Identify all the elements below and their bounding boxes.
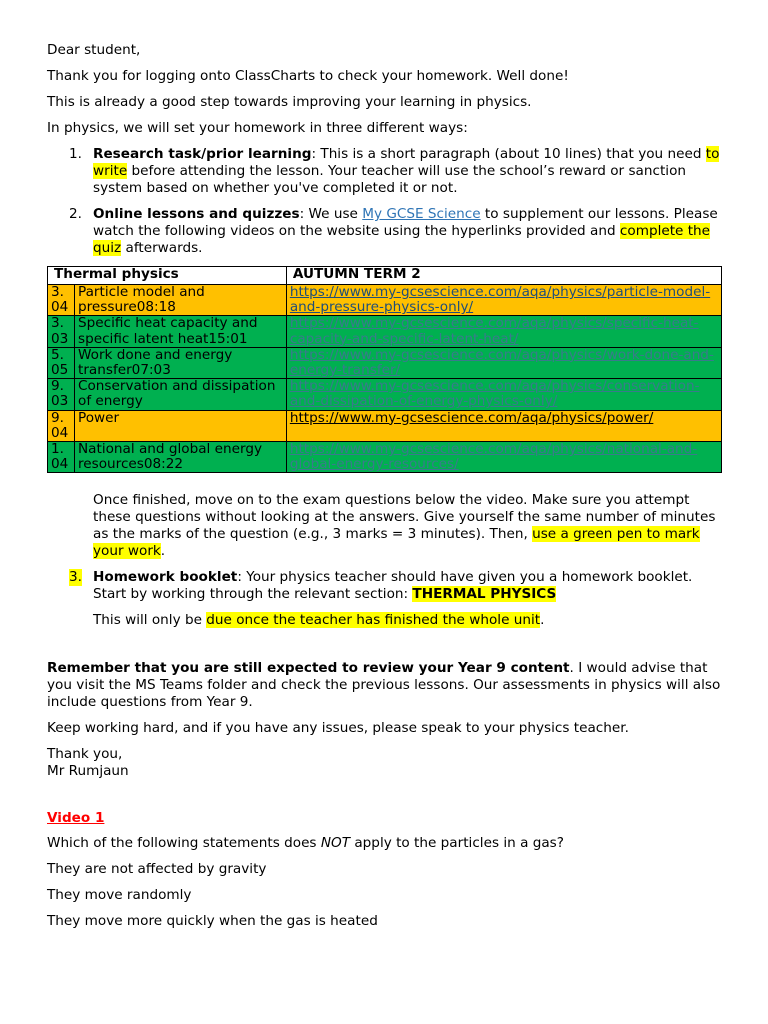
question-text-end: apply to the particles in a gas? <box>350 835 564 852</box>
homework-methods-list-continued <box>47 569 723 603</box>
online-lessons-text-mid: to supplement our lessons. Please watch the following videos on the website using the hyperlinks provided and <box>93 206 718 239</box>
row-topic: Specific heat capacity and specific latent heat15:01 <box>75 316 287 347</box>
highlight-to-write: to write <box>93 146 720 179</box>
quiz-question <box>47 835 723 852</box>
list-item-online-lessons <box>47 206 723 257</box>
booklet-due-note <box>47 612 723 629</box>
quiz-option[interactable]: They move randomly <box>47 887 192 904</box>
online-lessons-text: : We use <box>299 206 363 222</box>
exam-instructions-text: Once finished, move on to the exam questions below the video. Make sure you attempt these questions without looking at the answers. Give yourself the same number of minutes as the marks of the question (e.g., 3 marks = 3 minutes). Then, <box>93 492 716 543</box>
row-date: 3. 04 <box>48 285 75 316</box>
row-topic: National and global energy resources08:22 <box>75 442 287 473</box>
homework-letter <box>47 42 723 939</box>
row-date: 3. 03 <box>48 316 75 347</box>
homework-methods-list <box>47 146 723 257</box>
table-row <box>48 347 722 378</box>
row-date: 5. 05 <box>48 347 75 378</box>
exam-questions-instructions <box>47 492 723 560</box>
thermal-physics-table <box>47 266 722 473</box>
table-row <box>48 316 722 347</box>
signature: Mr Rumjaun <box>47 763 129 780</box>
table-header-topic: Thermal physics <box>48 267 287 285</box>
table-header-term: AUTUMN TERM 2 <box>286 267 721 285</box>
list-number: 1. <box>69 146 82 162</box>
online-lessons-title: Online lessons and quizzes <box>93 206 300 222</box>
video-heading: Video 1 <box>47 810 105 827</box>
row-link[interactable]: https://www.my-gcsescience.com/aqa/physics/work-done-and-energy-transfer/ <box>286 347 721 378</box>
row-link[interactable]: https://www.my-gcsescience.com/aqa/physics/conservation-and-dissipation-of-energy-physics-only/ <box>286 379 721 410</box>
quiz-option[interactable]: They move more quickly when the gas is heated <box>47 913 378 930</box>
booklet-due-text: This will only be <box>93 612 207 629</box>
table-row <box>48 379 722 410</box>
row-topic: Conservation and dissipation of energy <box>75 379 287 410</box>
table-header-row <box>48 267 722 285</box>
signoff: Thank you, <box>47 746 123 763</box>
highlight-thermal-physics: THERMAL PHYSICS <box>412 586 557 603</box>
question-not: NOT <box>320 835 351 852</box>
question-text: Which of the following statements does <box>47 835 321 852</box>
year9-reminder <box>47 660 723 711</box>
quiz-option[interactable]: They are not affected by gravity <box>47 861 267 878</box>
row-date: 1. 04 <box>48 442 75 473</box>
row-topic: Particle model and pressure08:18 <box>75 285 287 316</box>
row-link[interactable]: https://www.my-gcsescience.com/aqa/physics/specific-heat-capacity-and-specific-latent-heat/ <box>286 316 721 347</box>
homework-booklet-title: Homework booklet <box>93 569 238 586</box>
exam-instructions-end: . <box>160 543 166 560</box>
intro-line-3: In physics, we will set your homework in three different ways: <box>47 120 468 136</box>
highlight-due-once: due once the teacher has finished the whole unit <box>206 612 541 629</box>
list-item-research-task <box>47 146 723 197</box>
row-date: 9. 04 <box>48 410 75 441</box>
table-row <box>48 410 722 441</box>
list-number: 2. <box>69 206 82 222</box>
intro-line-1: Thank you for logging onto ClassCharts to check your homework. Well done! <box>47 68 569 84</box>
row-topic: Work done and energy transfer07:03 <box>75 347 287 378</box>
reminder-bold: Remember that you are still expected to review your Year 9 content <box>47 660 570 677</box>
table-row <box>48 285 722 316</box>
homework-booklet-text: : Your physics teacher should have given you a homework booklet. Start by working through the relevant section: <box>93 569 693 603</box>
booklet-due-end: . <box>540 612 545 629</box>
research-task-text: : This is a short paragraph (about 10 lines) that you need <box>311 146 706 162</box>
research-task-title: Research task/prior learning <box>93 146 312 162</box>
row-link[interactable]: https://www.my-gcsescience.com/aqa/physics/national-and-global-energy-resources/ <box>286 442 721 473</box>
my-gcse-science-link[interactable]: My GCSE Science <box>362 206 481 222</box>
greeting: Dear student, <box>47 42 141 58</box>
row-date: 9. 03 <box>48 379 75 410</box>
list-item-homework-booklet <box>47 569 723 603</box>
keep-working: Keep working hard, and if you have any issues, please speak to your physics teacher. <box>47 720 629 737</box>
signoff-block <box>47 746 723 780</box>
intro-line-2: This is already a good step towards improving your learning in physics. <box>47 94 532 110</box>
list-number: 3. <box>69 569 82 586</box>
research-task-text-end: before attending the lesson. Your teacher will use the school’s reward or sanction system based on whether you've completed it or not. <box>93 163 687 196</box>
table-row <box>48 442 722 473</box>
reminder-text: . I would advise that you visit the MS Teams folder and check the previous lessons. Our assessments in physics will also include questions from Year 9. <box>47 660 721 711</box>
row-link[interactable]: https://www.my-gcsescience.com/aqa/physics/power/ <box>286 410 721 441</box>
highlight-complete-quiz: complete the quiz <box>93 223 711 256</box>
row-topic: Power <box>75 410 287 441</box>
row-link[interactable]: https://www.my-gcsescience.com/aqa/physics/particle-model-and-pressure-physics-only/ <box>286 285 721 316</box>
online-lessons-text-end: afterwards. <box>121 240 203 256</box>
highlight-green-pen: use a green pen to mark your work <box>93 526 700 560</box>
